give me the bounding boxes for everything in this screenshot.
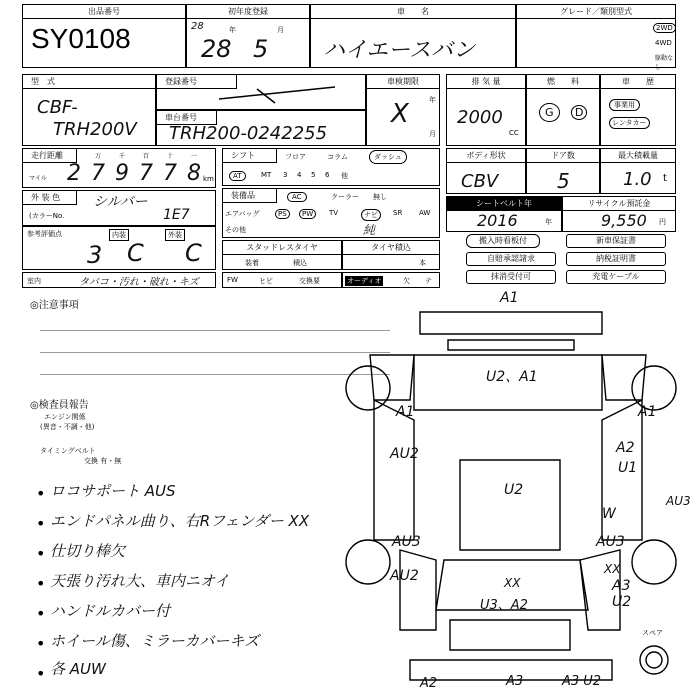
shift-column: コラム xyxy=(327,153,348,161)
reg-month-unit: 月 xyxy=(277,26,284,34)
mileage-digit-3: 9 xyxy=(115,161,129,186)
seatbelt-label: シートベルト年 xyxy=(447,197,561,211)
displacement-box xyxy=(446,74,526,146)
fw-box xyxy=(222,272,342,288)
mark-right-front: A1 xyxy=(638,404,657,420)
shift-at: AT xyxy=(229,171,246,181)
btn-cable: 充電ケーブル xyxy=(566,270,666,284)
mark-left-rear: AU2 xyxy=(390,568,419,584)
reg-number-label: 登録番号 xyxy=(157,75,237,89)
equipment-tv: TV xyxy=(329,209,339,217)
shift-4: 4 xyxy=(297,171,302,179)
interior-label: 室内 xyxy=(27,277,41,285)
btn-tax: 納税証明書 xyxy=(566,252,666,266)
equipment-cooler: クーラー xyxy=(331,193,359,201)
mark-left-front: A1 xyxy=(396,404,415,420)
body-box xyxy=(446,148,526,194)
audio-tape: テ xyxy=(425,277,432,285)
notes-line-2 xyxy=(40,352,390,353)
equipment-box xyxy=(222,188,440,238)
report-line-1: ロコサポート AUS xyxy=(50,482,176,500)
grade-box xyxy=(516,4,676,71)
mark-right-au3: AU3 xyxy=(666,494,691,508)
ext-label: 外装 xyxy=(165,229,185,241)
lot-label: 出品番号 xyxy=(23,5,185,19)
report-line-3: 仕切り棒欠 xyxy=(50,542,126,560)
tire-label: タイヤ積込 xyxy=(343,241,439,255)
mileage-label: 走行距離 xyxy=(23,149,77,163)
reg-year-value: 28 xyxy=(201,35,232,63)
fw-replace: 交換要 xyxy=(299,277,320,285)
equipment-airbag: エアバッグ xyxy=(225,210,260,218)
equipment-other-label: その他 xyxy=(225,226,246,234)
category-box xyxy=(600,74,676,146)
report-line-6: ホイール傷、ミラーカバーキズ xyxy=(50,632,260,650)
mark-bottom-a3u2: A3 U2 xyxy=(562,674,602,689)
lot-box xyxy=(22,4,186,68)
mark-center: U2 xyxy=(504,482,524,498)
interior-value: タバコ・汚れ・破れ・キズ xyxy=(79,277,199,288)
capacity-label: 最大積載量 xyxy=(601,149,675,163)
mileage-digit-5: 7 xyxy=(163,161,177,186)
shift-3: 3 xyxy=(283,171,288,179)
mileage-box xyxy=(22,148,216,188)
mileage-digit-1: 2 xyxy=(67,161,81,186)
notes-label: ◎注意事項 xyxy=(30,300,79,311)
mark-roof: U2、A1 xyxy=(486,369,538,385)
mark-top: A1 xyxy=(500,290,519,306)
body-label: ボディ形状 xyxy=(447,149,525,163)
btn-signboard: 搬入時看板付 xyxy=(466,234,540,248)
name-box xyxy=(310,4,516,68)
report-line-2: エンドパネル曲り、右Rフェンダー XX xyxy=(50,512,310,530)
fuel-d: D xyxy=(571,105,587,120)
report-bullets: • • • • • • • xyxy=(36,484,46,683)
seatbelt-box xyxy=(446,196,562,232)
interior-box xyxy=(22,272,216,288)
timing-value: 交換 有・無 xyxy=(84,457,122,465)
studless-loaded: 積込 xyxy=(293,259,307,267)
eval-value: 3 xyxy=(87,241,103,269)
lot-number: SY0108 xyxy=(31,23,131,54)
audio-label: オーディオ xyxy=(347,277,382,285)
shift-dash: ダッシュ xyxy=(369,150,407,164)
int-value: C xyxy=(127,239,144,267)
mileage-digit-2: 7 xyxy=(91,161,105,186)
mark-right-door-a2: A2 xyxy=(616,440,635,456)
scores-box xyxy=(22,226,216,270)
equipment-other-value: 純 xyxy=(363,223,376,237)
int-label: 内装 xyxy=(109,229,129,241)
mark-right-xx: XX xyxy=(604,562,621,576)
mark-left-door: AU2 xyxy=(390,446,419,462)
btn-warranty: 新車保証書 xyxy=(566,234,666,248)
name-label: 車 名 xyxy=(311,5,515,19)
equipment-pw: PW xyxy=(299,209,316,219)
grade-none: 駆動なし xyxy=(655,55,674,71)
category-business: 事業用 xyxy=(609,99,640,111)
capacity-unit: t xyxy=(663,173,667,184)
studless-label: スタッドレスタイヤ xyxy=(223,241,341,255)
fuel-label: 燃 料 xyxy=(527,75,599,89)
shaken-month-unit: 月 xyxy=(429,130,436,138)
reg-year-box xyxy=(186,4,310,68)
doors-value: 5 xyxy=(557,169,570,193)
studless-box xyxy=(222,240,342,270)
reg-era: 28 xyxy=(191,21,204,32)
studless-mounted: 装着 xyxy=(245,259,259,267)
doors-box xyxy=(526,148,600,194)
audio-missing: 欠 xyxy=(403,277,410,285)
engine-label: エンジン関係 xyxy=(44,413,86,421)
color-code: 1E7 xyxy=(163,207,190,223)
equipment-none: 無し xyxy=(373,193,387,201)
reg-number-box xyxy=(156,74,366,110)
shift-mt: MT xyxy=(261,171,272,179)
shaken-year-unit: 年 xyxy=(429,96,436,104)
mark-right-a3: A3 xyxy=(612,578,631,594)
inspector-label: ◎検査員報告 xyxy=(30,400,89,411)
mileage-unit-4: 十 xyxy=(167,153,174,160)
mark-right-w: W xyxy=(602,506,616,522)
shaken-label: 車検期限 xyxy=(367,75,439,89)
equipment-aw: AW xyxy=(419,209,431,217)
model-type-label: 型 式 xyxy=(23,75,155,89)
model-type-box xyxy=(22,74,156,146)
shift-other: 他 xyxy=(341,172,348,180)
color-code-label: (カラーNo. xyxy=(29,212,65,220)
equipment-ac: AC xyxy=(287,192,307,202)
capacity-box xyxy=(600,148,676,194)
fuel-box xyxy=(526,74,600,146)
shaken-box xyxy=(366,74,440,146)
mileage-digit-4: 7 xyxy=(139,161,153,186)
mark-rear-xx: XX xyxy=(504,576,521,590)
btn-cancel: 抹消受付可 xyxy=(466,270,556,284)
equipment-ps: PS xyxy=(275,209,290,219)
shift-floor: フロア xyxy=(285,153,306,161)
report-line-7: 各 AUW xyxy=(50,660,106,678)
grade-2wd: 2WD xyxy=(653,23,676,33)
notes-line-3 xyxy=(40,374,390,375)
mark-right-au3b: AU3 xyxy=(596,534,625,550)
mileage-unit-2: 千 xyxy=(119,153,126,160)
mileage-unit-1: 万 xyxy=(95,153,102,160)
displacement-value: 2000 xyxy=(457,107,503,128)
ext-value: C xyxy=(185,239,202,267)
color-box xyxy=(22,190,216,226)
grade-4wd: 4WD xyxy=(655,39,672,47)
chassis-box xyxy=(156,110,366,146)
doors-label: ドア数 xyxy=(527,149,599,163)
recycle-label: リサイクル預託金 xyxy=(563,197,675,211)
notes-line-1 xyxy=(40,330,390,331)
spare-label: スペア xyxy=(642,629,663,637)
mark-rear-u3a2: U3、A2 xyxy=(480,598,528,613)
name-value: ハイエースバン xyxy=(323,38,476,63)
equipment-label: 装備品 xyxy=(223,189,277,203)
displacement-label: 排 気 量 xyxy=(447,75,525,89)
grade-label: グレード／類別型式 xyxy=(517,5,675,19)
reg-year-label: 初年度登録 xyxy=(187,5,309,19)
report-line-5: ハンドルカバー付 xyxy=(50,602,171,620)
mileage-unit-3: 百 xyxy=(143,153,150,160)
seatbelt-value: 2016 xyxy=(477,211,518,230)
shift-box xyxy=(222,148,440,186)
recycle-value: 9,550 xyxy=(601,211,647,230)
engine-sub: (異音・不調・他) xyxy=(40,423,95,431)
shift-6: 6 xyxy=(325,171,330,179)
fw-label: FW xyxy=(227,276,238,284)
tire-box xyxy=(342,240,440,270)
mark-bottom-a3: A3 xyxy=(506,674,524,689)
category-label: 車 歴 xyxy=(601,75,675,89)
mark-right-u2: U2 xyxy=(612,594,632,610)
chassis-value: TRH200-0242255 xyxy=(169,123,328,144)
model-type-value2: TRH200V xyxy=(53,119,137,140)
category-rental: レンタカー xyxy=(609,117,650,129)
mileage-unit: km xyxy=(203,175,214,183)
eval-label: 参考評価点 xyxy=(27,230,62,238)
shaken-value: X xyxy=(391,99,409,129)
reg-number-strike xyxy=(217,81,337,107)
color-value: シルバー xyxy=(93,194,148,210)
reg-year-unit: 年 xyxy=(229,26,236,34)
mileage-digit-6: 8 xyxy=(187,161,201,186)
equipment-navi: ナビ xyxy=(361,209,381,221)
mileage-unit-5: 一 xyxy=(191,153,198,160)
equipment-sr: SR xyxy=(393,209,403,217)
color-label: 外 装 色 xyxy=(23,191,77,205)
btn-insurance: 自賠承認諸求 xyxy=(466,252,556,266)
report-line-4: 天張り汚れ大、車内ニオイ xyxy=(50,572,230,590)
body-value: CBV xyxy=(461,171,499,192)
reg-month-value: 5 xyxy=(253,35,269,63)
seatbelt-unit: 年 xyxy=(545,218,552,226)
mileage-sub: マイル xyxy=(29,175,47,182)
fuel-g: G xyxy=(539,103,560,122)
displacement-unit: CC xyxy=(509,129,519,137)
chassis-label: 車台番号 xyxy=(157,111,217,125)
timing-label: タイミングベルト xyxy=(40,447,96,455)
audio-box xyxy=(342,272,440,288)
capacity-value: 1.0 xyxy=(623,169,652,190)
mark-bottom-a2: A2 xyxy=(420,676,438,691)
shift-label: シフト xyxy=(223,149,277,163)
shift-5: 5 xyxy=(311,171,316,179)
model-type-value1: CBF- xyxy=(37,97,78,118)
mark-left-au3: AU3 xyxy=(392,534,421,550)
recycle-unit: 円 xyxy=(659,218,666,226)
tire-unit: 本 xyxy=(419,259,426,267)
recycle-box xyxy=(562,196,676,232)
mark-right-door-u1: U1 xyxy=(618,460,638,476)
fw-crack: ヒビ xyxy=(259,277,273,285)
